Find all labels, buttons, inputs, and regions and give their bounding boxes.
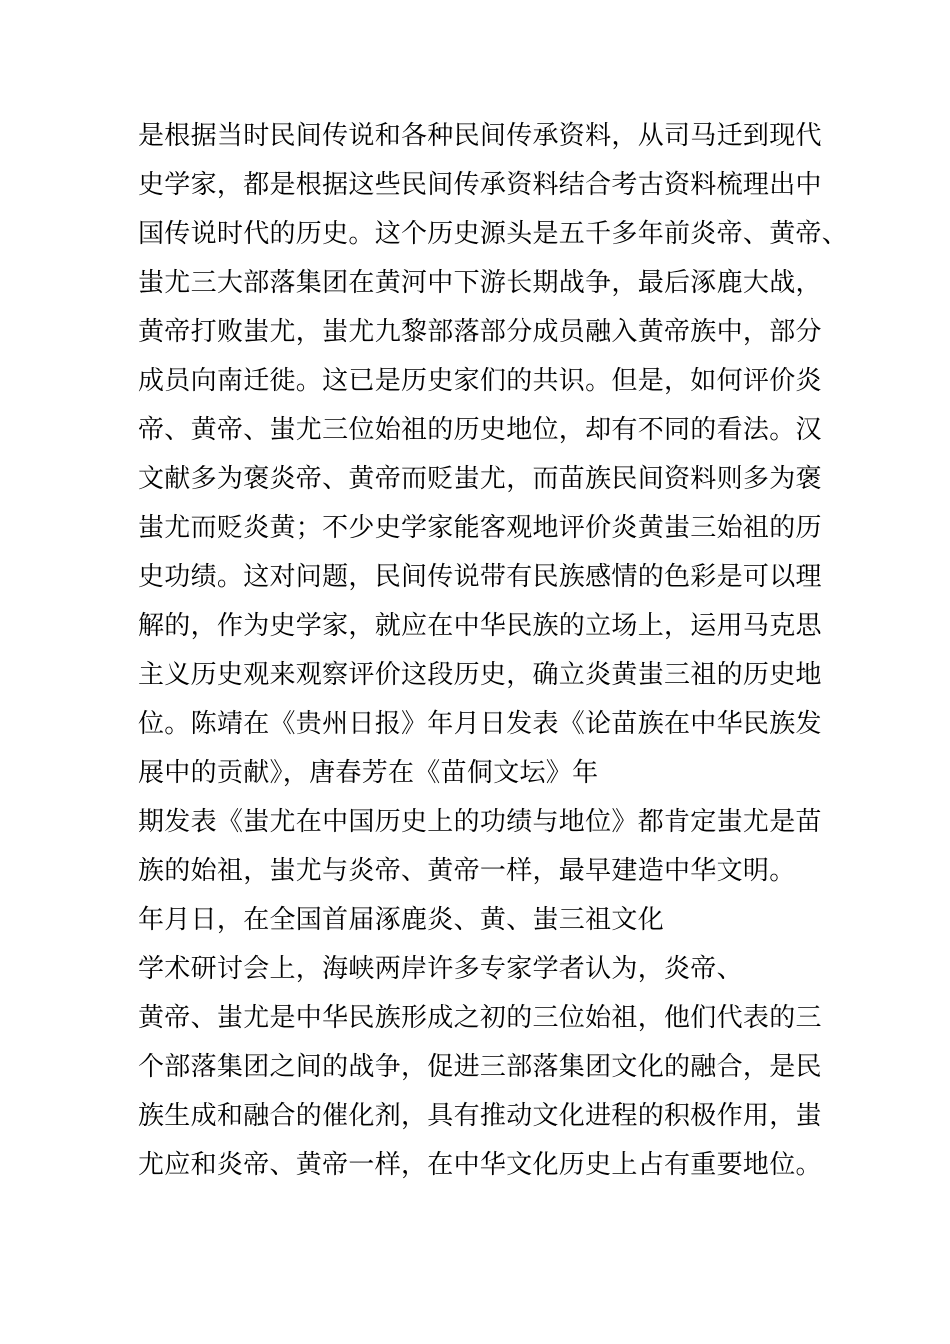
text-line: 位。陈靖在《贵州日报》年月日发表《论苗族在中华民族发 (138, 709, 822, 739)
text-line: 国传说时代的历史。这个历史源头是五千多年前炎帝、黄帝、 (138, 219, 849, 249)
text-line: 黄帝、蚩尤是中华民族形成之初的三位始祖，他们代表的三 (138, 1003, 822, 1033)
text-line: 帝、黄帝、蚩尤三位始祖的历史地位，却有不同的看法。汉 (138, 415, 822, 445)
text-line: 黄帝打败蚩尤，蚩尤九黎部落部分成员融入黄帝族中，部分 (138, 317, 822, 347)
text-line: 史功绩。这对问题，民间传说带有民族感情的色彩是可以理 (138, 562, 822, 592)
text-line: 展中的贡献》，唐春芳在《苗侗文坛》年 (138, 758, 599, 788)
text-line: 学术研讨会上，海峡两岸许多专家学者认为，炎帝、 (138, 954, 743, 984)
text-line: 主义历史观来观察评价这段历史，确立炎黄蚩三祖的历史地 (138, 660, 822, 690)
text-line: 年月日，在全国首届涿鹿炎、黄、蚩三祖文化 (138, 905, 665, 935)
text-line: 期发表《蚩尤在中国历史上的功绩与地位》都肯定蚩尤是苗 (138, 807, 822, 837)
body-text (138, 112, 849, 1190)
text-line: 是根据当时民间传说和各种民间传承资料，从司马迁到现代 (138, 121, 822, 151)
text-line: 解的，作为史学家，就应在中华民族的立场上，运用马克思 (138, 611, 822, 641)
text-line: 蚩尤而贬炎黄；不少史学家能客观地评价炎黄蚩三始祖的历 (138, 513, 822, 543)
text-line: 成员向南迁徙。这已是历史家们的共识。但是，如何评价炎 (138, 366, 822, 396)
text-line: 族的始祖，蚩尤与炎帝、黄帝一样，最早建造中华文明。 (138, 856, 796, 886)
text-line: 个部落集团之间的战争，促进三部落集团文化的融合，是民 (138, 1052, 822, 1082)
text-line: 文献多为褒炎帝、黄帝而贬蚩尤，而苗族民间资料则多为褒 (138, 464, 822, 494)
text-line: 史学家，都是根据这些民间传承资料结合考古资料梳理出中 (138, 170, 822, 200)
text-line: 尤应和炎帝、黄帝一样，在中华文化历史上占有重要地位。 (138, 1150, 822, 1180)
text-line: 蚩尤三大部落集团在黄河中下游长期战争，最后涿鹿大战， (138, 268, 822, 298)
text-line: 族生成和融合的催化剂，具有推动文化进程的积极作用，蚩 (138, 1101, 822, 1131)
